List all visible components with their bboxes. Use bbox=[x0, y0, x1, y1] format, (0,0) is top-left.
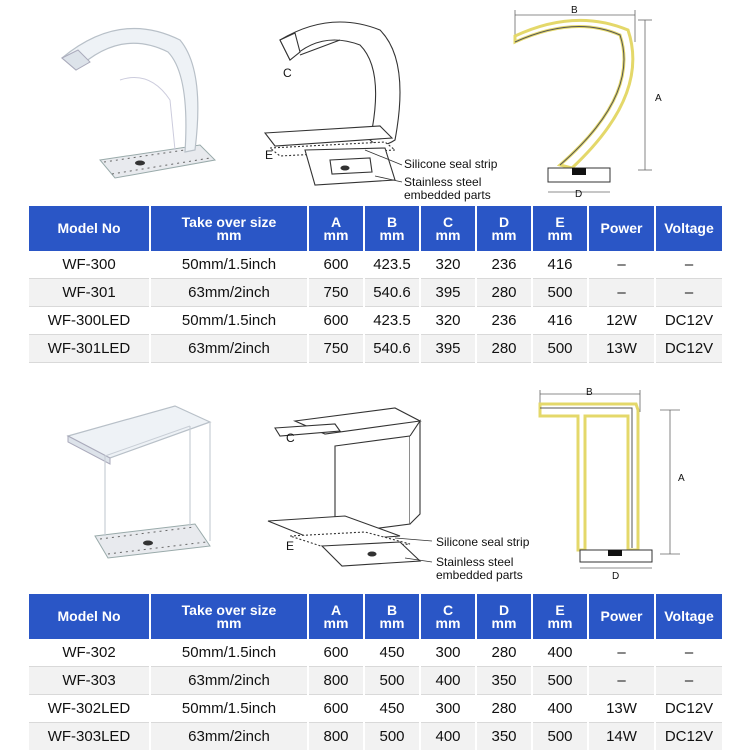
cell-e: 500 bbox=[533, 723, 587, 750]
cell-model: WF-302 bbox=[29, 639, 149, 667]
cell-c: 320 bbox=[421, 307, 475, 335]
dim-label-a: A bbox=[655, 93, 662, 104]
col-voltage: Voltage bbox=[656, 594, 722, 639]
cell-a: 750 bbox=[309, 335, 363, 363]
cell-a: 600 bbox=[309, 251, 363, 279]
cell-d: 236 bbox=[477, 251, 531, 279]
dim-label-b: B bbox=[571, 5, 578, 16]
table-row bbox=[29, 335, 722, 363]
dim-label-d: D bbox=[612, 571, 620, 582]
dim-label-d: D bbox=[575, 189, 583, 200]
col-power: Power bbox=[589, 594, 654, 639]
cell-a: 800 bbox=[309, 667, 363, 695]
cell-size: 63mm/2inch bbox=[151, 723, 307, 750]
cell-size: 50mm/1.5inch bbox=[151, 695, 307, 723]
cell-model: WF-303LED bbox=[29, 723, 149, 750]
col-power: Power bbox=[589, 206, 654, 251]
cell-voltage: – bbox=[656, 279, 722, 307]
col-voltage: Voltage bbox=[656, 206, 722, 251]
dim-label-e: E bbox=[265, 148, 274, 162]
cell-size: 50mm/1.5inch bbox=[151, 251, 307, 279]
col-a: A mm bbox=[309, 206, 363, 251]
col-model: Model No bbox=[29, 594, 149, 639]
cell-d: 236 bbox=[477, 307, 531, 335]
cell-b: 500 bbox=[365, 723, 419, 750]
cell-size: 50mm/1.5inch bbox=[151, 307, 307, 335]
cell-a: 800 bbox=[309, 723, 363, 750]
product-section-straight bbox=[0, 386, 750, 750]
table-header-row bbox=[29, 594, 722, 639]
cell-power: 12W bbox=[589, 307, 654, 335]
table-row bbox=[29, 307, 722, 335]
col-b: B mm bbox=[365, 206, 419, 251]
cell-power: – bbox=[589, 667, 654, 695]
cell-model: WF-302LED bbox=[29, 695, 149, 723]
product-section-curved bbox=[0, 0, 750, 370]
cell-b: 423.5 bbox=[365, 307, 419, 335]
table-row bbox=[29, 639, 722, 667]
dim-label-a: A bbox=[678, 473, 685, 484]
col-take-over-size: Take over size mm bbox=[151, 206, 307, 251]
cell-d: 350 bbox=[477, 723, 531, 750]
cell-c: 300 bbox=[421, 695, 475, 723]
cell-b: 423.5 bbox=[365, 251, 419, 279]
straight-product-photo bbox=[68, 406, 210, 558]
cell-e: 400 bbox=[533, 639, 587, 667]
cell-power: – bbox=[589, 639, 654, 667]
stainless-label-line1: Stainless steel bbox=[404, 175, 482, 189]
cell-b: 540.6 bbox=[365, 279, 419, 307]
cell-c: 400 bbox=[421, 723, 475, 750]
cell-a: 750 bbox=[309, 279, 363, 307]
col-model: Model No bbox=[29, 206, 149, 251]
cell-e: 500 bbox=[533, 335, 587, 363]
cell-d: 350 bbox=[477, 667, 531, 695]
cell-model: WF-303 bbox=[29, 667, 149, 695]
col-e: E mm bbox=[533, 206, 587, 251]
spec-table-curved bbox=[27, 206, 724, 363]
cell-voltage: DC12V bbox=[656, 335, 722, 363]
cell-c: 400 bbox=[421, 667, 475, 695]
cell-voltage: DC12V bbox=[656, 307, 722, 335]
cell-a: 600 bbox=[309, 639, 363, 667]
cell-model: WF-300LED bbox=[29, 307, 149, 335]
cell-e: 416 bbox=[533, 251, 587, 279]
cell-voltage: – bbox=[656, 639, 722, 667]
dim-label-e: E bbox=[286, 539, 295, 553]
cell-d: 280 bbox=[477, 279, 531, 307]
table-header-row bbox=[29, 206, 722, 251]
cell-e: 400 bbox=[533, 695, 587, 723]
table-row bbox=[29, 695, 722, 723]
cell-c: 320 bbox=[421, 251, 475, 279]
dim-label-b: B bbox=[586, 387, 593, 398]
cell-d: 280 bbox=[477, 639, 531, 667]
stainless-label-line2: embedded parts bbox=[404, 188, 491, 202]
dim-label-c: C bbox=[283, 66, 292, 80]
cell-e: 500 bbox=[533, 279, 587, 307]
cell-a: 600 bbox=[309, 695, 363, 723]
cell-e: 416 bbox=[533, 307, 587, 335]
dim-label-c: C bbox=[286, 431, 295, 445]
cell-b: 500 bbox=[365, 667, 419, 695]
col-c: C mm bbox=[421, 594, 475, 639]
stainless-label-line2: embedded parts bbox=[436, 568, 523, 582]
cell-voltage: – bbox=[656, 251, 722, 279]
col-take-over-size: Take over size mm bbox=[151, 594, 307, 639]
curved-dimension-drawing bbox=[515, 10, 652, 192]
cell-e: 500 bbox=[533, 667, 587, 695]
cell-size: 50mm/1.5inch bbox=[151, 639, 307, 667]
straight-dimension-drawing bbox=[540, 390, 680, 568]
table-row bbox=[29, 279, 722, 307]
cell-b: 540.6 bbox=[365, 335, 419, 363]
cell-power: 14W bbox=[589, 723, 654, 750]
col-c: C mm bbox=[421, 206, 475, 251]
stainless-label-line1: Stainless steel bbox=[436, 555, 514, 569]
table-row bbox=[29, 251, 722, 279]
silicone-seal-label: Silicone seal strip bbox=[404, 157, 498, 171]
straight-illustrations bbox=[0, 386, 750, 592]
col-b: B mm bbox=[365, 594, 419, 639]
col-d: D mm bbox=[477, 594, 531, 639]
cell-a: 600 bbox=[309, 307, 363, 335]
cell-b: 450 bbox=[365, 639, 419, 667]
cell-d: 280 bbox=[477, 695, 531, 723]
curved-illustrations bbox=[0, 0, 750, 206]
curved-product-photo bbox=[62, 28, 215, 178]
cell-power: 13W bbox=[589, 335, 654, 363]
silicone-seal-label: Silicone seal strip bbox=[436, 535, 530, 549]
cell-model: WF-301LED bbox=[29, 335, 149, 363]
cell-model: WF-300 bbox=[29, 251, 149, 279]
col-a: A mm bbox=[309, 594, 363, 639]
cell-power: – bbox=[589, 279, 654, 307]
cell-b: 450 bbox=[365, 695, 419, 723]
cell-power: – bbox=[589, 251, 654, 279]
cell-size: 63mm/2inch bbox=[151, 335, 307, 363]
col-e: E mm bbox=[533, 594, 587, 639]
curved-exploded-drawing bbox=[265, 22, 402, 185]
cell-d: 280 bbox=[477, 335, 531, 363]
cell-voltage: – bbox=[656, 667, 722, 695]
col-d: D mm bbox=[477, 206, 531, 251]
table-row bbox=[29, 723, 722, 750]
cell-c: 300 bbox=[421, 639, 475, 667]
cell-size: 63mm/2inch bbox=[151, 667, 307, 695]
cell-model: WF-301 bbox=[29, 279, 149, 307]
spec-table-straight bbox=[27, 594, 724, 750]
cell-power: 13W bbox=[589, 695, 654, 723]
cell-voltage: DC12V bbox=[656, 723, 722, 750]
table-row bbox=[29, 667, 722, 695]
cell-voltage: DC12V bbox=[656, 695, 722, 723]
cell-c: 395 bbox=[421, 279, 475, 307]
cell-c: 395 bbox=[421, 335, 475, 363]
cell-size: 63mm/2inch bbox=[151, 279, 307, 307]
